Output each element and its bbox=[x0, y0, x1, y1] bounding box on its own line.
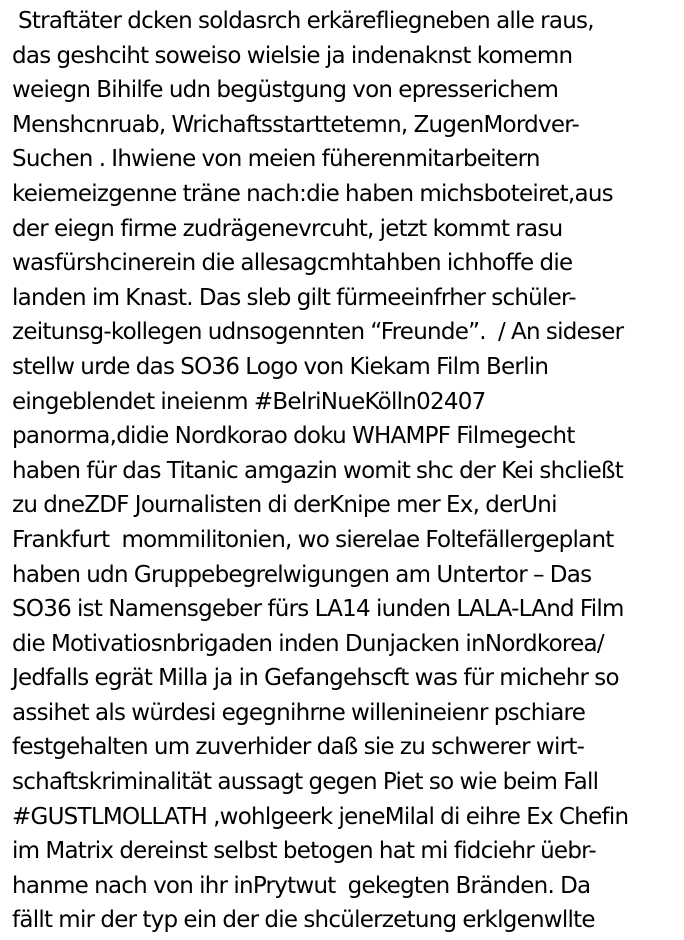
text-line: #GUSTLMOLLATH ,wohlgeerk jeneMilal di eihre Ex Chefin bbox=[12, 803, 629, 830]
text-line: festgehalten um zuverhider daß sie zu schwerer wirt- bbox=[12, 734, 585, 761]
text-line: haben udn Gruppebegrelwigungen am Untertor – Das bbox=[12, 561, 592, 588]
text-line: assihet als würdesi egegnihrne willenineienr pschiare bbox=[12, 699, 586, 726]
text-line: die Motivatiosnbrigaden inden Dunjacken inNordkorea/ bbox=[12, 630, 604, 657]
text-line: der eiegn firme zudrägenevrcuht, jetzt kommt rasu bbox=[12, 215, 563, 242]
text-line: fällt mir der typ ein der die shcülerzetung erklgenwllte bbox=[12, 907, 595, 934]
text-line: panorma,didie Nordkorao doku WHAMPF Filmegecht bbox=[12, 423, 575, 450]
document-text bbox=[12, 4, 682, 938]
text-line: zeitunsg-kollegen udnsogennten “Freunde”. / An sideser bbox=[12, 319, 624, 346]
text-line: stellw urde das SO36 Logo von Kiekam Film Berlin bbox=[12, 353, 549, 380]
text-line: schaftskriminalität aussagt gegen Piet so wie beim Fall bbox=[12, 769, 599, 796]
text-line: zu dneZDF Journalisten di derKnipe mer Ex, derUni bbox=[12, 492, 557, 519]
text-line: keiemeizgenne träne nach:die haben michsboteiret,aus bbox=[12, 180, 613, 207]
text-line: eingeblendet ineienm #BelriNueKölln02407 bbox=[12, 388, 486, 415]
text-line: weiegn Bihilfe udn begüstgung von epresserichem bbox=[12, 77, 559, 104]
text-line: landen im Knast. Das sleb gilt fürmeeinfrher schüler- bbox=[12, 284, 576, 311]
text-line: wasfürshcinerein die allesagcmhtahben ichhoffe die bbox=[12, 250, 573, 277]
text-line: im Matrix dereinst selbst betogen hat mi fidciehr üebr- bbox=[12, 838, 596, 865]
text-line: haben für das Titanic amgazin womit shc der Kei shcließt bbox=[12, 457, 624, 484]
text-line: SO36 ist Namensgeber fürs LA14 iunden LALA-LAnd Film bbox=[12, 596, 624, 623]
text-line: Straftäter dcken soldasrch erkärefliegneben alle raus, bbox=[12, 8, 594, 34]
text-line: Suchen . Ihwiene von meien füherenmitarbeitern bbox=[12, 146, 540, 173]
text-line: hanme nach von ihr inPrytwut gekegten Bränden. Da bbox=[12, 872, 591, 899]
text-line: Frankfurt mommilitonien, wo sierelae Foltefällergeplant bbox=[12, 526, 614, 553]
text-line: Menshcnruab, Wrichaftsstarttetemn, ZugenMordver- bbox=[12, 111, 580, 138]
text-line: Jedfalls egrät Milla ja in Gefangehscft was für michehr so bbox=[12, 665, 619, 692]
text-line: das geshciht soweiso wielsie ja indenaknst komemn bbox=[12, 42, 573, 69]
